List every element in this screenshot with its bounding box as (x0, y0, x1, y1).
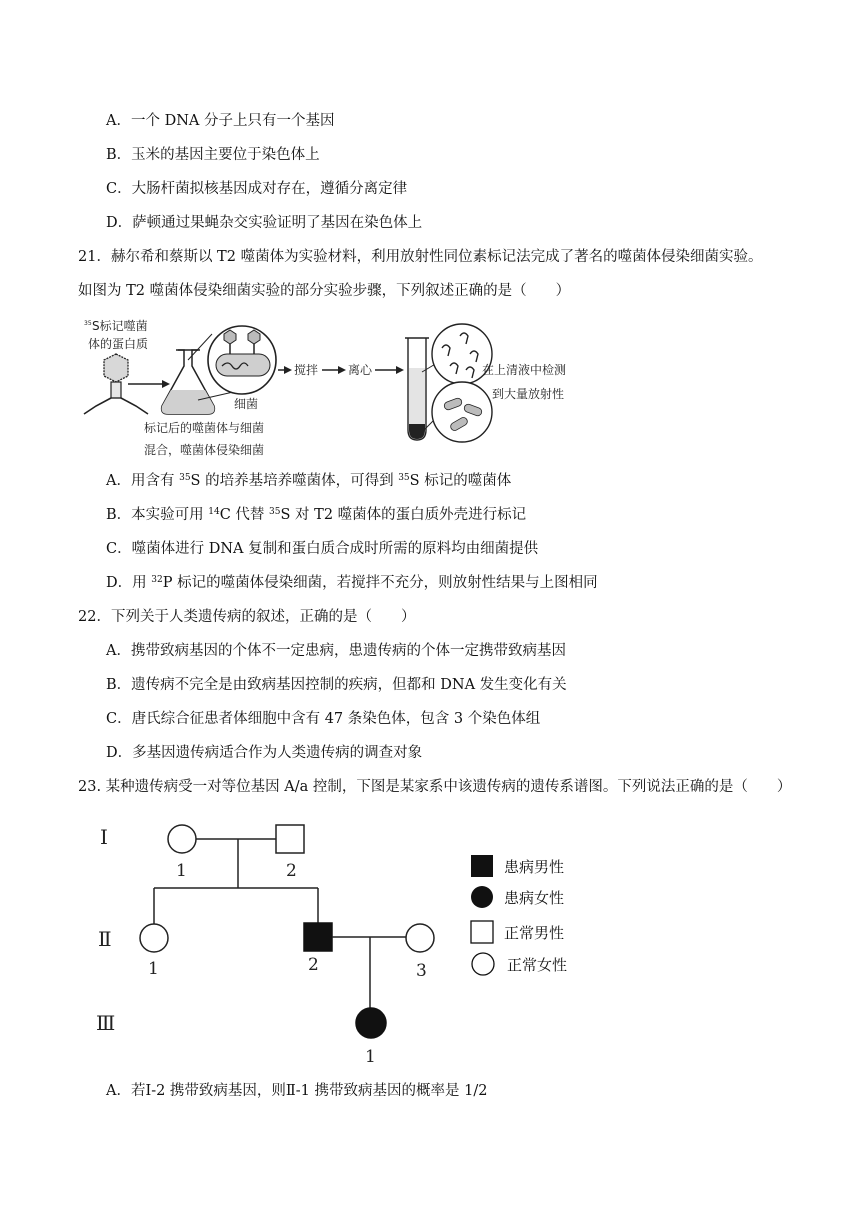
generation-3-label: Ⅲ (96, 1011, 116, 1035)
individual-i2-normal-male (276, 825, 304, 853)
phage-infection-figure (70, 308, 590, 460)
bacteria-magnified-icon (208, 326, 276, 394)
q21-stem-line1: 21．赫尔希和蔡斯以 T2 噬菌体为实验材料，利用放射性同位素标记法完成了著名的噬菌体侵染细菌实验。 (78, 249, 763, 265)
legend-normal-female: 正常女性 (507, 956, 568, 974)
q22-option-c: C．唐氏综合征患者体细胞中含有 47 条染色体，包含 3 个染色体组 (106, 711, 541, 727)
individual-ii1-normal-female (140, 924, 168, 952)
q22-option-d: D．多基因遗传病适合作为人类遗传病的调查对象 (106, 745, 423, 761)
individual-i2-number: 2 (286, 861, 297, 881)
legend-affected-female: 患病女性 (504, 889, 565, 907)
generation-1-label: Ⅰ (100, 825, 108, 849)
q21-stem-line2: 如图为 T2 噬菌体侵染细菌实验的部分实验步骤，下列叙述正确的是（ ） (78, 283, 571, 299)
mix-label-line1: 标记后的噬菌体与细菌 (144, 421, 265, 435)
individual-i1-number: 1 (176, 861, 187, 881)
result-label-line1: 在上清液中检测 (482, 363, 567, 377)
q22-option-b: B．遗传病不完全是由致病基因控制的疾病，但都和 DNA 发生变化有关 (106, 677, 567, 693)
q20-option-b: B．玉米的基因主要位于染色体上 (106, 147, 320, 163)
q21-option-c: C．噬菌体进行 DNA 复制和蛋白质合成时所需的原料均由细菌提供 (106, 541, 539, 557)
s35-label-line2: 体的蛋白质 (88, 337, 149, 351)
pedigree-legend (466, 850, 606, 982)
sediment-magnified-icon (432, 382, 492, 442)
stir-label: 搅拌 (294, 363, 319, 377)
individual-ii3-number: 3 (416, 961, 427, 981)
affected-female-icon (471, 886, 493, 908)
affected-male-icon (471, 855, 493, 877)
pedigree-chart (90, 814, 450, 1064)
normal-female-icon (472, 953, 494, 975)
mix-label-line2: 混合，噬菌体侵染细菌 (144, 443, 265, 457)
centrifuge-label: 离心 (348, 363, 373, 377)
s35-label-sup: 35 (84, 320, 92, 327)
legend-normal-male: 正常男性 (504, 924, 565, 942)
q21-option-a: A．用含有 $^{35}$S 的培养基培养噬菌体，可得到 $^{35}$S 标记的噬菌体 (106, 473, 512, 489)
s35-label-line1: S标记噬菌 (92, 319, 148, 333)
individual-iii1-number: 1 (365, 1047, 376, 1064)
individual-iii1-affected-female (356, 1008, 386, 1038)
q20-option-d: D．萨顿通过果蝇杂交实验证明了基因在染色体上 (106, 215, 423, 231)
individual-ii2-affected-male (304, 923, 332, 951)
individual-ii1-number: 1 (148, 959, 159, 979)
individual-ii2-number: 2 (308, 955, 319, 975)
q22-stem: 22．下列关于人类遗传病的叙述，正确的是（ ） (78, 609, 416, 625)
q20-option-a: A．一个 DNA 分子上只有一个基因 (106, 113, 335, 129)
legend-affected-male: 患病男性 (504, 858, 565, 876)
q23-stem: 23. 某种遗传病受一对等位基因 A/a 控制，下图是某家系中该遗传病的遗传系谱图。下列说法正确的是（ ） (78, 779, 792, 795)
q21-option-d: D．用 $^{32}$P 标记的噬菌体侵染细菌，若搅拌不充分，则放射性结果与上图相同 (106, 575, 598, 591)
q23-option-a: A．若Ⅰ-2 携带致病基因，则Ⅱ-1 携带致病基因的概率是 1/2 (106, 1083, 488, 1099)
result-label-line2: 到大量放射性 (492, 387, 565, 401)
individual-ii3-normal-female (406, 924, 434, 952)
q20-option-c: C．大肠杆菌拟核基因成对存在，遵循分离定律 (106, 181, 408, 197)
individual-i1-normal-female (168, 825, 196, 853)
q21-option-b: B．本实验可用 $^{14}$C 代替 $^{35}$S 对 T2 噬菌体的蛋白质外壳进行标记 (106, 507, 527, 523)
normal-male-icon (471, 921, 493, 943)
q22-option-a: A．携带致病基因的个体不一定患病，患遗传病的个体一定携带致病基因 (106, 643, 566, 659)
test-tube-icon (405, 338, 429, 440)
generation-2-label: Ⅱ (98, 927, 112, 951)
bacteria-label: 细菌 (234, 397, 259, 411)
